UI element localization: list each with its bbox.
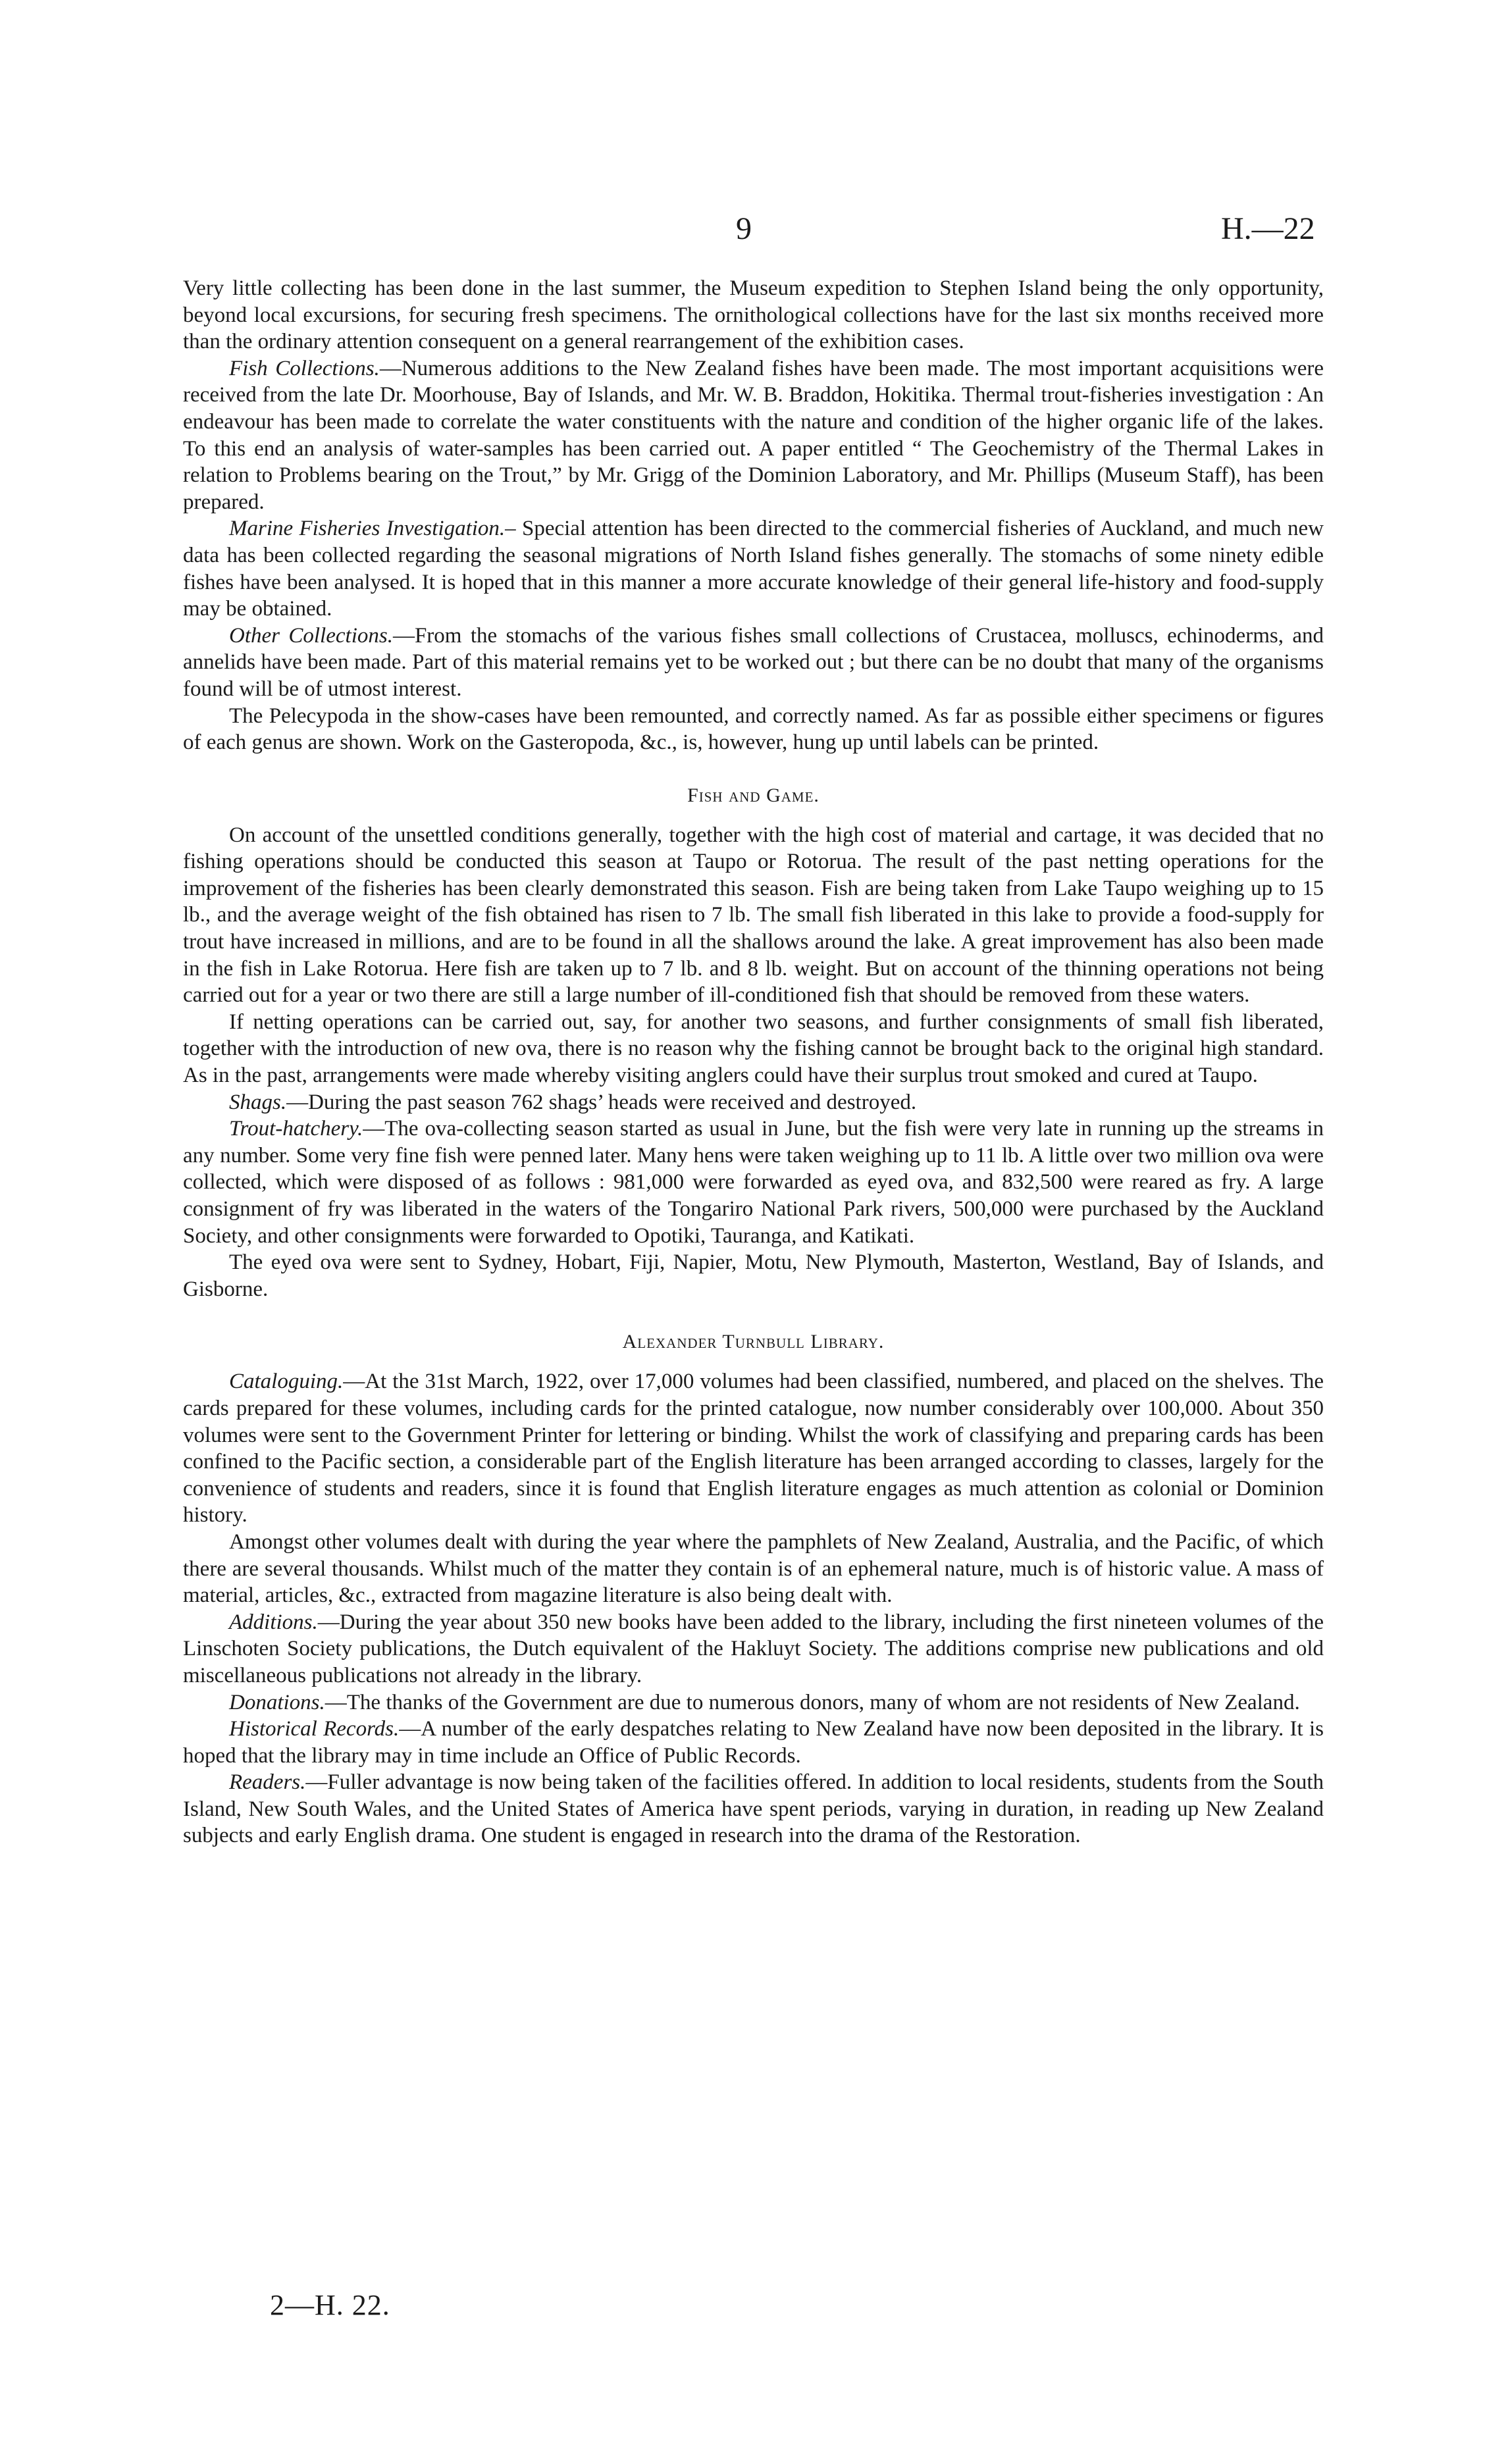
page-body — [183, 275, 1324, 1849]
readers-paragraph — [183, 1769, 1324, 1849]
readers-heading: Readers. — [229, 1770, 306, 1795]
page-number: 9 — [736, 211, 752, 246]
marine-fisheries-text: – Special attention has been directed to the commercial fisheries of Auckland, and much new data has been collected regarding the seasonal migrations of North Island fishes generally. The stomachs of some ninety edible fishes have been analysed. It is hoped that in this manner a more accurate knowledge of their general life-history and food-supply may be obtained. — [183, 517, 1324, 621]
historical-records-text: —A number of the early despatches relating to New Zealand have now been deposited in the library. It is hoped that the library may in time include an Office of Public Records. — [183, 1717, 1324, 1768]
document-reference: H.—22 — [1221, 211, 1315, 246]
marine-fisheries-heading: Marine Fisheries Investigation. — [229, 517, 506, 541]
eyed-ova-paragraph: The eyed ova were sent to Sydney, Hobart, Fiji, Napier, Motu, New Plymouth, Masterton, Westland, Bay of Islands, and Gisborne. — [183, 1250, 1324, 1301]
printer-signature-mark: 2—H. 22. — [270, 2289, 390, 2321]
fish-and-game-paragraph-2: If netting operations can be carried out, say, for another two seasons, and further consignments of small fish liberated, together with the introduction of new ova, there is no reason why the fishing cannot be brought back to the original high standard. As in the past, arrangements were made whereby visiting anglers could have their surplus trout smoked and cured at Taupo. — [183, 1010, 1324, 1088]
donations-heading: Donations. — [229, 1690, 325, 1714]
fish-collections-text: —Numerous additions to the New Zealand fishes have been made. The most important acquisitions were received from the late Dr. Moorhouse, Bay of Islands, and Mr. W. B. Braddon, Hokitika. Thermal trout-fisheries investigation : An endeavour has been made to correlate the water constituents with the nature and condition of the higher organic life of the lakes. To this end an analysis of water-samples has been carried out. A paper entitled “ The Geochemistry of the Thermal Lakes in relation to Problems bearing on the Trout,” by Mr. Grigg of the Dominion Laboratory, and Mr. Phillips (Museum Staff), has been prepared. — [183, 356, 1324, 514]
other-collections-text: —From the stomachs of the various fishes small collections of Crustacea, molluscs, echinoderms, and annelids have been made. Part of this material remains yet to be worked out ; but there can be no doubt that many of the organisms found will be of utmost interest. — [183, 623, 1324, 701]
readers-text: —Fuller advantage is now being taken of the facilities offered. In addition to local residents, students from the South Island, New South Wales, and the United States of America have spent periods, varying in duration, in reading up New Zealand subjects and early English drama. One student is engaged in research into the drama of the Restoration. — [183, 1770, 1324, 1848]
cataloguing-paragraph — [183, 1368, 1324, 1529]
trout-hatchery-paragraph — [183, 1116, 1324, 1249]
pamphlets-paragraph: Amongst other volumes dealt with during the year where the pamphlets of New Zealand, Australia, and the Pacific, of which there are several thousands. Whilst much of the matter they contain is of an ephemeral nature, much is of historic value. A mass of material, articles, &c., extracted from magazine literature is also being dealt with. — [183, 1529, 1324, 1608]
historical-records-paragraph — [183, 1716, 1324, 1769]
alexander-turnbull-library-title: Alexander Turnbull Library. — [622, 1331, 885, 1353]
page-header — [0, 209, 1485, 249]
cataloguing-heading: Cataloguing. — [229, 1370, 344, 1394]
other-collections-paragraph — [183, 623, 1324, 703]
cataloguing-text: —At the 31st March, 1922, over 17,000 volumes had been classified, numbered, and placed on the shelves. The cards prepared for these volumes, including cards for the printed catalogue, now number considerably over 100,000. About 350 volumes were sent to the Government Printer for lettering or binding. Whilst the work of classifying and preparing cards has been confined to the Pacific section, a considerable part of the English literature has been arranged according to classes, largely for the convenience of students and readers, since it is found that English literature engages as much attention as colonial or Dominion history. — [183, 1370, 1324, 1527]
pelecypoda-paragraph: The Pelecypoda in the show-cases have been remounted, and correctly named. As far as possible either specimens or figures of each genus are shown. Work on the Gasteropoda, &c., is, however, hung up until labels can be printed. — [183, 704, 1324, 755]
museum-intro-paragraph: Very little collecting has been done in the last summer, the Museum expedition to Stephen Island being the only opportunity, beyond local excursions, for securing fresh specimens. The ornithological collections have for the last six months received more than the ordinary attention consequent on a general rearrangement of the exhibition cases. — [183, 276, 1324, 354]
trout-hatchery-text: —The ova-collecting season started as usual in June, but the fish were very late in running up the streams in any number. Some very fine fish were penned later. Many hens were taken weighing up to 11 lb. A little over two million ova were collected, which were disposed of as follows : 981,000 were forwarded as eyed ova, and 832,500 were reared as fry. A large consignment of fry was liberated in the waters of the Tongariro National Park rivers, 500,000 were purchased by the Auckland Society, and other consignments were forwarded to Opotiki, Tauranga, and Katikati. — [183, 1117, 1324, 1248]
fish-collections-paragraph — [183, 355, 1324, 516]
additions-heading: Additions. — [229, 1610, 318, 1634]
historical-records-heading: Historical Records. — [229, 1717, 400, 1741]
shags-text: —During the past season 762 shags’ heads were received and destroyed. — [286, 1090, 917, 1114]
shags-heading: Shags. — [229, 1090, 287, 1114]
donations-text: —The thanks of the Government are due to numerous donors, many of whom are not residents of New Zealand. — [325, 1690, 1300, 1714]
additions-text: —During the year about 350 new books have been added to the library, including the first nineteen volumes of the Linschoten Society publications, the Dutch equivalent of the Hakluyt Society. The additions comprise new publications and old miscellaneous publications not already in the library. — [183, 1610, 1324, 1687]
fish-and-game-title: Fish and Game. — [687, 784, 820, 806]
shags-paragraph — [183, 1089, 1324, 1116]
fish-and-game-paragraph-1: On account of the unsettled conditions generally, together with the high cost of material and cartage, it was decided that no fishing operations should be conducted this season at Taupo or Rotorua. The result of the past netting operations for the improvement of the fisheries has been clearly demonstrated this season. Fish are being taken from Lake Taupo weighing up to 15 lb., and the average weight of the fish obtained has risen to 7 lb. The small fish liberated in this lake to provide a food-supply for trout have increased in millions, and are to be found in all the shallows around the lake. A great improvement has also been made in the fish in Lake Rotorua. Here fish are taken up to 7 lb. and 8 lb. weight. But on account of the thinning operations not being carried out for a year or two there are still a large number of ill-conditioned fish that should be removed from these waters. — [183, 823, 1324, 1008]
donations-paragraph — [183, 1689, 1324, 1716]
additions-paragraph — [183, 1609, 1324, 1689]
trout-hatchery-heading: Trout-hatchery. — [229, 1117, 363, 1141]
fish-collections-heading: Fish Collections. — [229, 356, 380, 380]
other-collections-heading: Other Collections. — [229, 623, 393, 648]
marine-fisheries-paragraph — [183, 515, 1324, 622]
